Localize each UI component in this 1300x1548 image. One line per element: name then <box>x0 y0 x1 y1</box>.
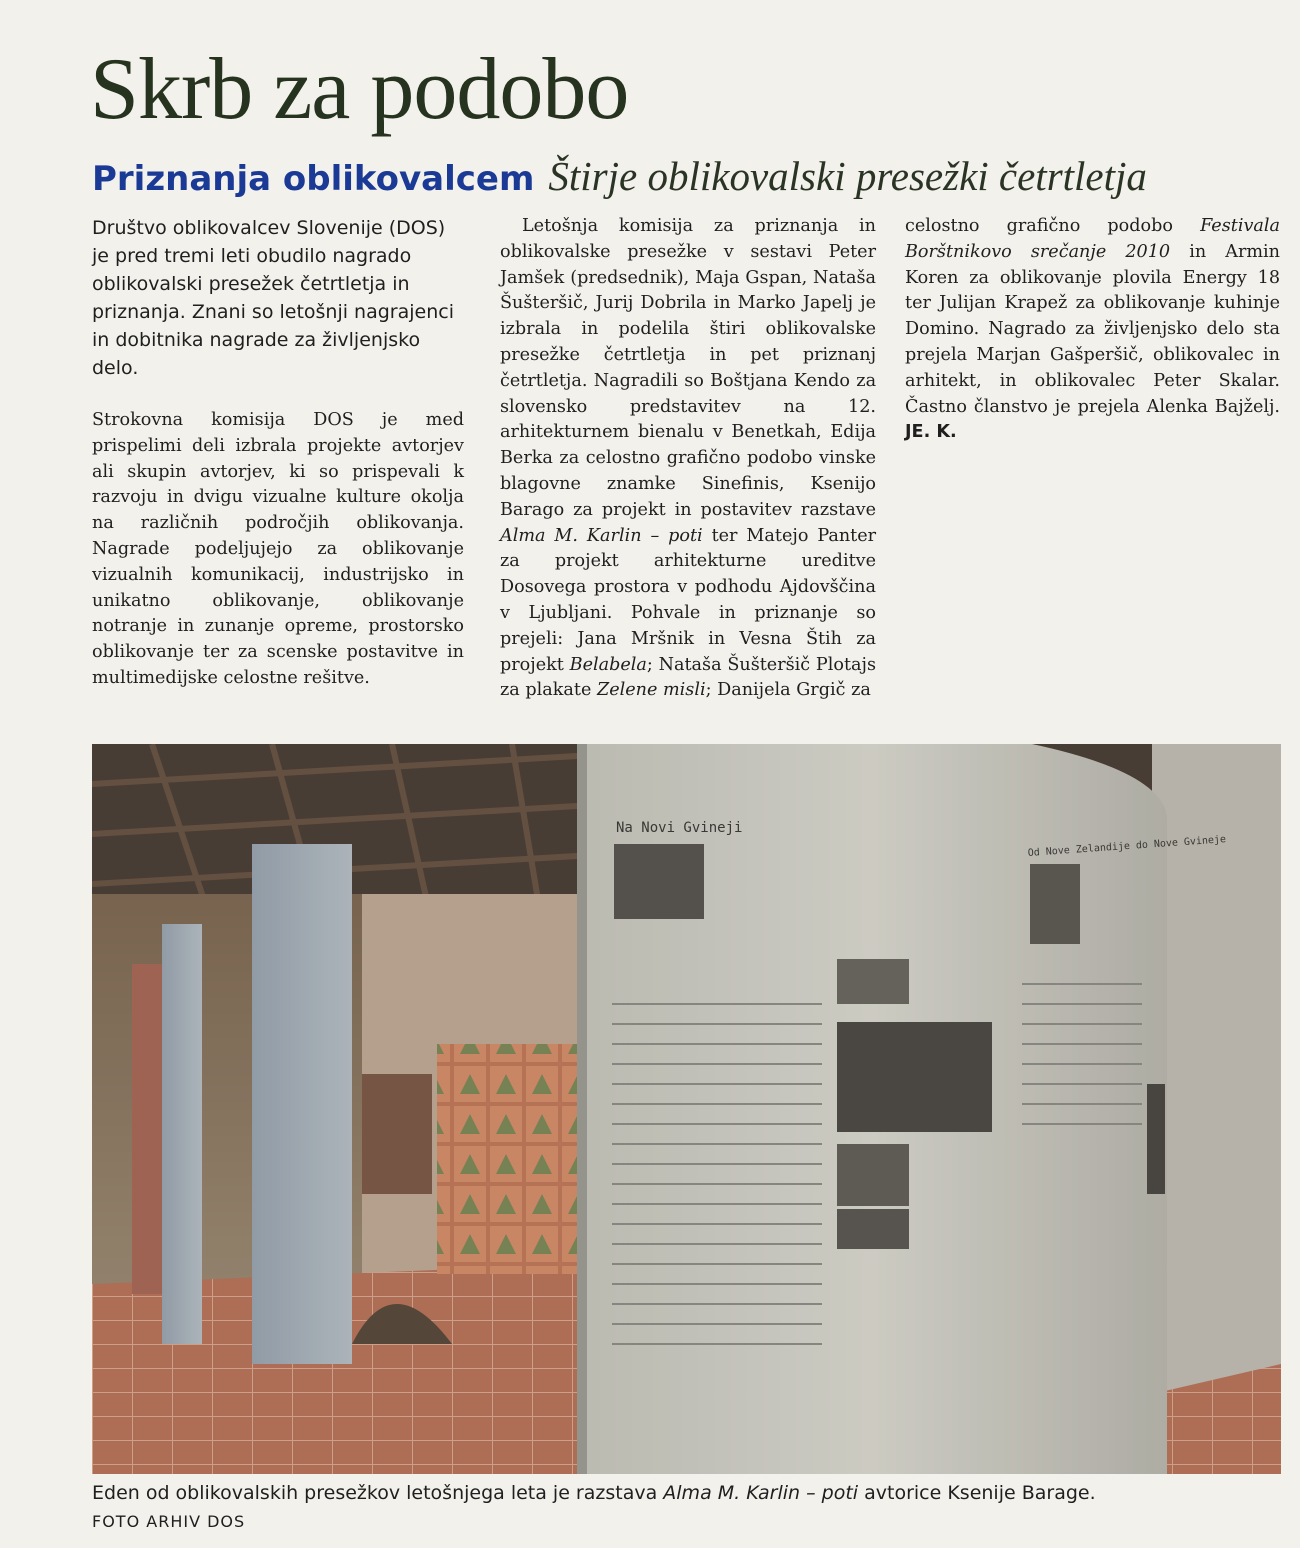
deck: Štirje oblikovalski presežki četrtletja <box>548 153 1147 199</box>
body-paragraph-2-cont: celostno grafično podobo Festivala Borštnikovo srečanje 2010 in Armin Koren za oblikovanje plovila Energy 18 ter Julijan Krapež za oblikovanje kuhinje Domino. Nagrado za življenjsko delo sta prejela Marjan Gašperšič, oblikovalec in arhitekt, in oblikovalec Peter Skalar. Častno članstvo je prejela Alenka Bajželj. JE. K. <box>905 216 1281 443</box>
column-1 <box>92 214 464 692</box>
photo-caption <box>92 1480 1096 1506</box>
column-3 <box>905 214 1280 446</box>
lead-paragraph: Društvo oblikovalcev Slovenije (DOS) je pred tremi leti obudilo nagrado oblikovalski presežek četrtletja in priznanja. Znani so letošnji nagrajenci in dobitnika nagrade za življenjsko delo. <box>92 217 454 379</box>
column-2 <box>500 214 876 704</box>
caption-text-a: Eden od oblikovalskih presežkov letošnjega leta je razstava <box>92 1482 664 1504</box>
panel-title-new-guinea: Na Novi Gvineji <box>616 820 743 836</box>
caption-text-b: avtorice Ksenije Barage. <box>858 1482 1096 1504</box>
kicker: Priznanja oblikovalcem <box>92 159 535 199</box>
exhibition-photo <box>92 744 1281 1474</box>
photo-credit: FOTO ARHIV DOS <box>92 1512 246 1531</box>
body-paragraph-2: Letošnja komisija za priznanja in oblikovalske presežke v sestavi Peter Jamšek (predsednik), Maja Gspan, Nataša Šušteršič, Jurij Dobrila in Marko Japelj je izbrala in podelila štiri oblikovalske presežke četrtletja in pet priznanj četrtletja. Nagradili so Boštjana Kendo za slovensko predstavitev na 12. arhitekturnem bienalu v Benetkah, Edija Berka za celostno grafično podobo vinske blagovne znamke Sinefinis, Ksenijo Barago za projekt in postavitev razstave Alma M. Karlin – poti ter Matejo Panter za projekt arhitekturne ureditve Dosovega prostora v podhodu Ajdovščina v Ljubljani. Pohvale in priznanje so prejeli: Jana Mršnik in Vesna Štih za projekt Belabela; Nataša Šušteršič Plotajs za plakate Zelene misli; Danijela Grgič za <box>500 216 877 701</box>
panel-title-new-zealand: Od Nove Zelandije do Nove Gvineje <box>1027 834 1227 859</box>
subheadline <box>92 152 1282 200</box>
body-paragraph-1: Strokovna komisija DOS je med prispelimi deli izbrala projekte avtorjev ali skupin avtorjev, ki so prispevali k razvoju in dvigu vizualne kulture okolja na različnih področjih oblikovanja. Nagrade podeljujejo za oblikovanje vizualnih komunikacij, industrijsko in unikatno oblikovanje, oblikovanje notranje in zunanje opreme, prostorsko oblikovanje ter za scenske postavitve in multimedijske celostne rešitve. <box>92 410 464 688</box>
caption-italic: Alma M. Karlin – poti <box>663 1482 859 1504</box>
signature: JE. K. <box>905 422 957 443</box>
headline: Skrb za podobo <box>90 41 629 138</box>
